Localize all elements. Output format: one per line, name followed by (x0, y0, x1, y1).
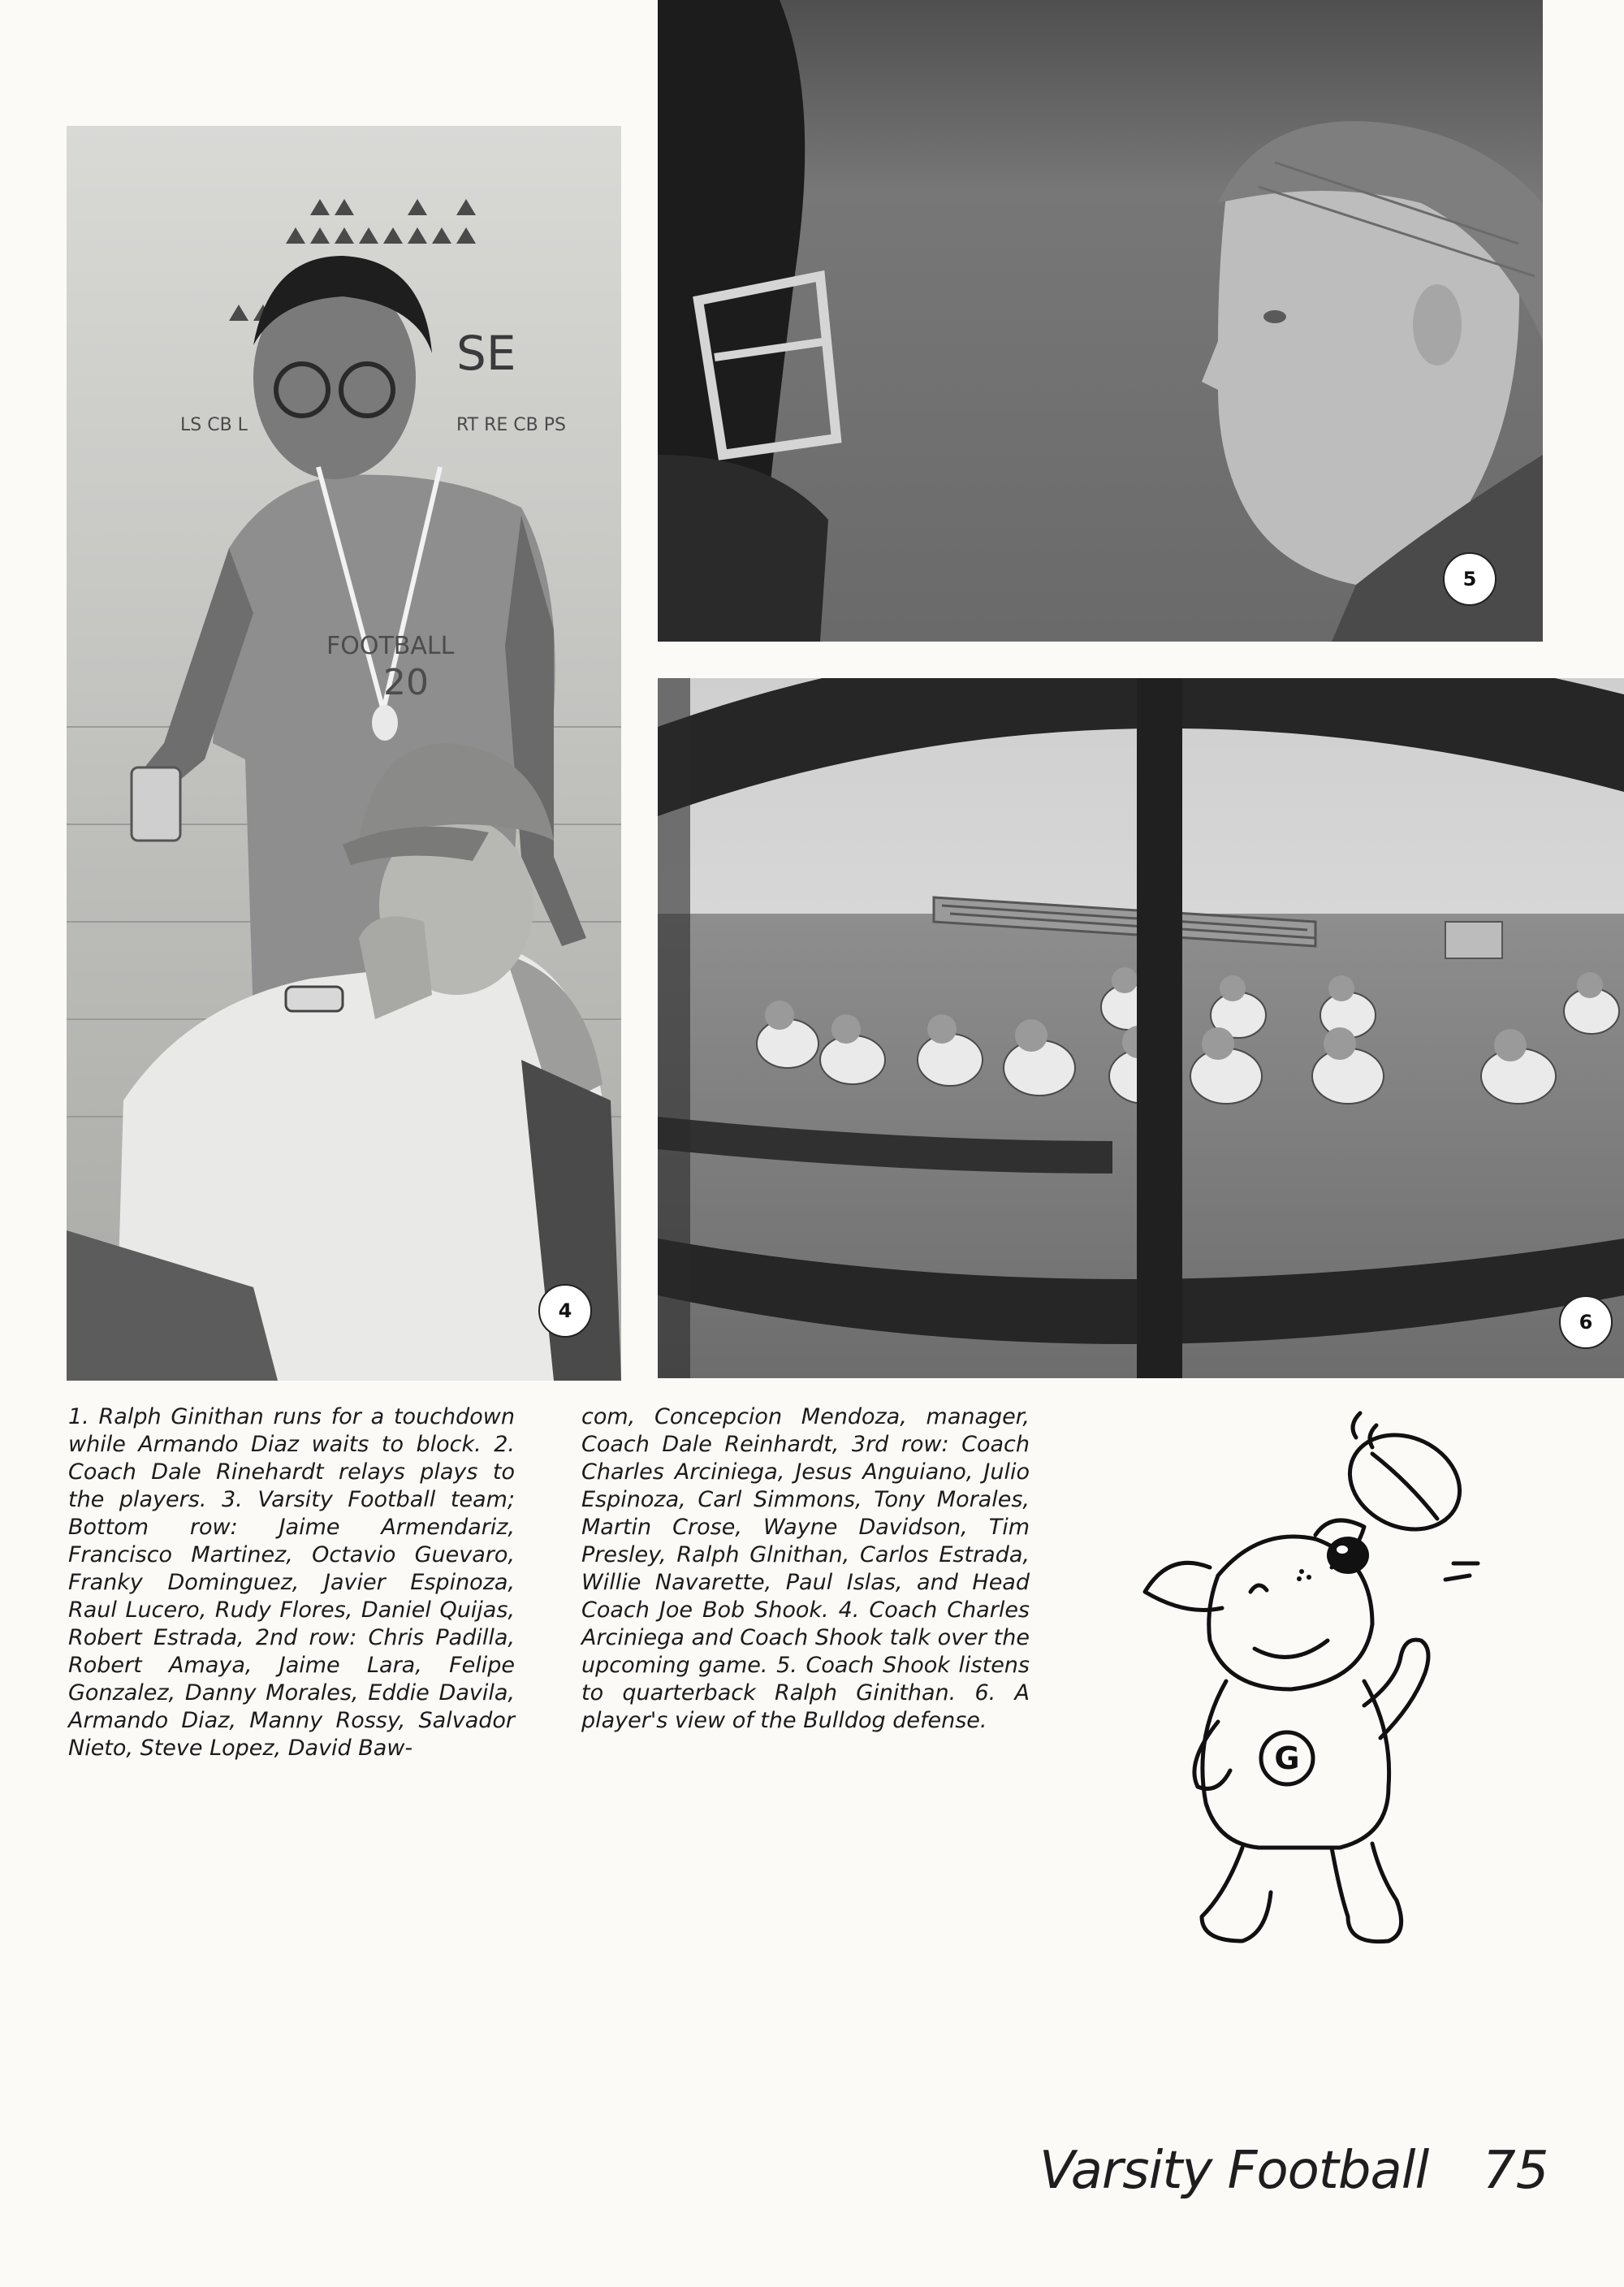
board-word: SE (456, 326, 516, 381)
photo-5-number-badge: 5 (1443, 552, 1497, 606)
photo-4-number-badge: 4 (538, 1284, 592, 1338)
board-labels: LS CB L (180, 415, 248, 435)
caption-column-1: 1. Ralph Ginithan runs for a touchdown while Armando Diaz waits to block. 2. Coach Dale Rinehardt relays plays to the players. 3. Varsity Football team; Bottom row: Jaime Armendariz, Francisco Martinez, Octavio Guevaro, Franky Dominguez, Javier Espinoza, Raul Lucero, Rudy Flores, Daniel Quijas, Robert Estrada, 2nd row: Chris Padilla, Robert Amaya, Jaime Lara, Felipe Gonzalez, Danny Morales, Eddie Davila, Armando Diaz, Manny Rossy, Salvador Nieto, Steve Lopez, David Baw- (68, 1404, 515, 1761)
board-labels-right: RT RE CB PS (456, 415, 566, 435)
page-number: 75 (1483, 2141, 1549, 2201)
mascot-shirt-letter: G (1274, 1740, 1300, 1776)
photo-4 (67, 126, 621, 1381)
caption-column-2: com, Concepcion Mendoza, manager, Coach Dale Reinhardt, 3rd row: Coach Charles Arciniega, Jesus Anguiano, Julio Espinoza, Carl Simmons, Tony Morales, Martin Crose, Wayne Davidson, Tim Presley, Ralph Glnithan, Carlos Estrada, Willie Navarette, Paul Islas, and Head Coach Joe Bob Shook. 4. Coach Charles Arciniega and Coach Shook talk over the upcoming game. 5. Coach Shook listens to quarterback Ralph Ginithan. 6. A player's view of the Bulldog defense. (581, 1404, 1030, 1733)
photo-6-image (658, 678, 1624, 1378)
photo-6 (658, 678, 1624, 1378)
photo-4-image (67, 126, 621, 1381)
shirt-number: 20 (383, 662, 429, 703)
bulldog-mascot-illustration (1129, 1405, 1535, 1974)
photo-6-number-badge: 6 (1559, 1295, 1613, 1349)
photo-5-image (658, 0, 1543, 642)
shirt-text: FOOTBALL (326, 632, 455, 660)
photo-5 (658, 0, 1543, 642)
section-title: Varsity Football (1039, 2141, 1429, 2201)
